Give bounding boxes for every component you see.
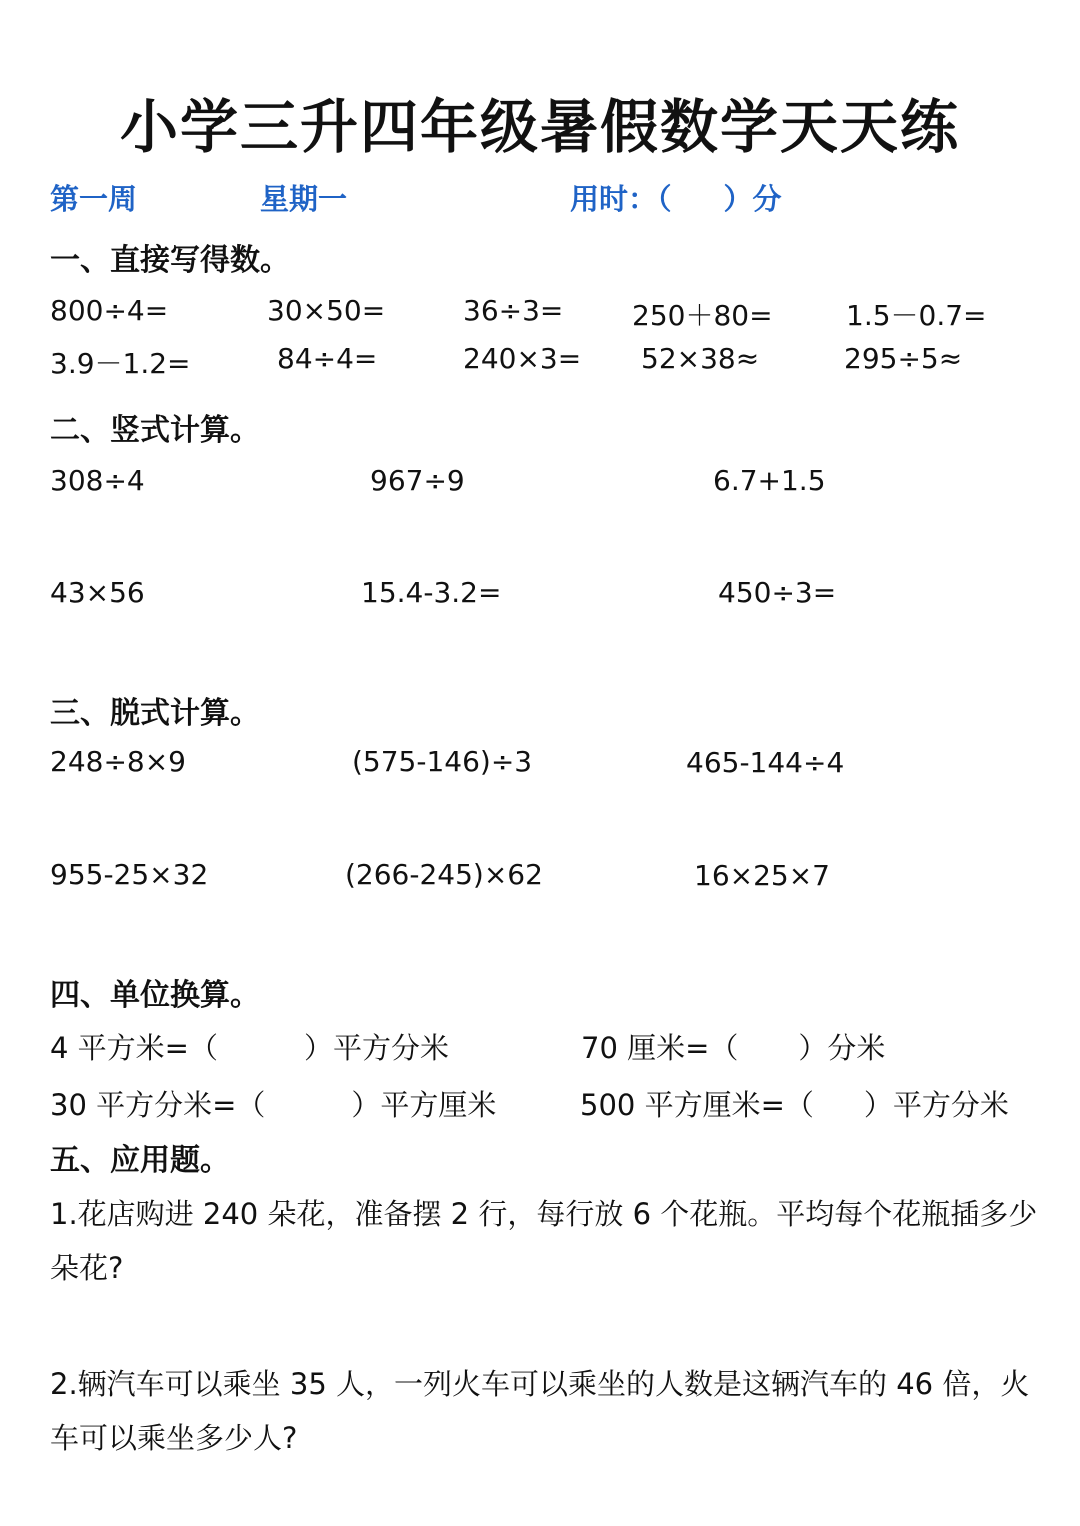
- oral-item: 3.9－1.2=: [50, 347, 191, 380]
- section-2-heading: 二、竖式计算。: [50, 413, 260, 448]
- oral-item: 52×38≈: [641, 342, 760, 375]
- conversion-suffix: ）分米: [798, 1031, 886, 1065]
- conversion-prefix: 30 平方分米=（: [50, 1088, 266, 1122]
- oral-item: 240×3=: [463, 342, 582, 375]
- oral-item: 800÷4=: [50, 294, 169, 327]
- step-calc-item: 955-25×32: [50, 858, 209, 891]
- conversion-prefix: 70 厘米=（: [581, 1031, 739, 1065]
- step-calc-item: (266-245)×62: [345, 858, 543, 891]
- conversion-suffix: ）平方分米: [863, 1088, 1009, 1122]
- vertical-calc-item: 15.4-3.2=: [361, 576, 502, 609]
- vertical-calc-item: 43×56: [50, 576, 145, 609]
- oral-item: 1.5－0.7=: [846, 299, 987, 332]
- time-open-paren: （: [657, 182, 672, 216]
- conversion-prefix: 4 平方米=（: [50, 1031, 218, 1065]
- conversion-prefix: 500 平方厘米=（: [580, 1088, 814, 1122]
- step-calc-item: (575-146)÷3: [352, 745, 533, 778]
- vertical-calc-item: 450÷3=: [718, 576, 837, 609]
- word-problem: 1.花店购进 240 朵花，准备摆 2 行，每行放 6 个花瓶。平均每个花瓶插多少朵花?: [50, 1197, 1038, 1285]
- oral-item: 84÷4=: [277, 342, 378, 375]
- section-3-heading: 三、脱式计算。: [50, 696, 260, 731]
- unit-conversion-item: [580, 1083, 1009, 1124]
- vertical-calc-item: 967÷9: [370, 464, 465, 497]
- oral-item: 295÷5≈: [844, 342, 963, 375]
- unit-conversion-item: [50, 1026, 449, 1067]
- vertical-calc-item: 6.7+1.5: [713, 464, 826, 497]
- oral-item: 30×50=: [267, 294, 386, 327]
- vertical-calc-item: 308÷4: [50, 464, 145, 497]
- unit-conversion-item: [581, 1026, 885, 1067]
- step-calc-item: 465-144÷4: [686, 746, 845, 779]
- oral-item: 250＋80=: [632, 299, 773, 332]
- conversion-suffix: ）平方厘米: [351, 1088, 497, 1122]
- step-calc-item: 248÷8×9: [50, 745, 186, 778]
- day-label: 星期一: [260, 182, 348, 216]
- step-calc-item: 16×25×7: [694, 859, 830, 892]
- week-label: 第一周: [50, 182, 138, 216]
- oral-item: 36÷3=: [463, 294, 564, 327]
- word-problem: 2.辆汽车可以乘坐 35 人，一列火车可以乘坐的人数是这辆汽车的 46 倍，火车可以乘坐多少人?: [50, 1367, 1030, 1455]
- time-label: 用时：: [570, 182, 658, 216]
- section-4-heading: 四、单位换算。: [50, 978, 260, 1013]
- page-title: 小学三升四年级暑假数学天天练: [119, 93, 960, 161]
- conversion-suffix: ）平方分米: [303, 1031, 449, 1065]
- unit-conversion-item: [50, 1083, 496, 1124]
- section-1-heading: 一、直接写得数。: [50, 243, 290, 278]
- section-5-heading: 五、应用题。: [50, 1143, 230, 1178]
- time-field: [570, 177, 782, 218]
- time-close-paren: ）分: [723, 182, 782, 216]
